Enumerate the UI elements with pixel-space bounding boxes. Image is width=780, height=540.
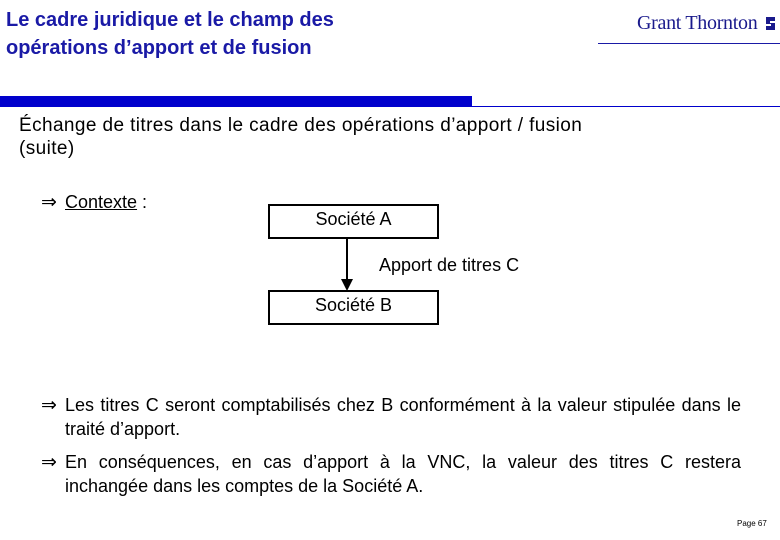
diagram-box-societe-b xyxy=(268,290,439,325)
section-subtitle: Échange de titres dans le cadre des opérations d’apport / fusion xyxy=(19,115,583,136)
diagram-arrow-label: Apport de titres C xyxy=(379,255,520,275)
section-subtitle-continued: (suite) xyxy=(19,138,75,159)
title-band-rule xyxy=(0,106,780,107)
diagram-box-societe-a xyxy=(268,204,439,239)
bullet-paragraph-2: En conséquences, en cas d’apport à la VNC, la valeur des titres C restera inchangée dans les comptes de la Société A. xyxy=(65,452,741,496)
box-label-societe-b: Société B xyxy=(314,295,393,315)
context-label: Contexte xyxy=(65,192,138,212)
implies-icon: ⇒ xyxy=(41,395,57,416)
slide-title xyxy=(6,6,334,62)
title-line-2: opérations d’apport et de fusion xyxy=(6,37,312,59)
title-line-1: Le cadre juridique et le champ des xyxy=(6,9,334,31)
box-label-societe-a: Société A xyxy=(315,209,392,229)
logo-mark-icon xyxy=(764,15,777,32)
logo-divider xyxy=(598,43,780,44)
context-heading xyxy=(65,190,147,214)
implies-icon: ⇒ xyxy=(41,192,57,213)
diagram-arrow-shaft xyxy=(346,238,348,281)
implies-icon: ⇒ xyxy=(41,452,57,473)
page-number: Page 67 xyxy=(737,519,767,528)
grant-thornton-logo: Grant Thornton xyxy=(637,12,758,34)
context-colon: : xyxy=(137,192,148,212)
bullet-paragraph-1: Les titres C seront comptabilisés chez B conformément à la valeur stipulée dans le traité d’apport. xyxy=(65,395,741,439)
